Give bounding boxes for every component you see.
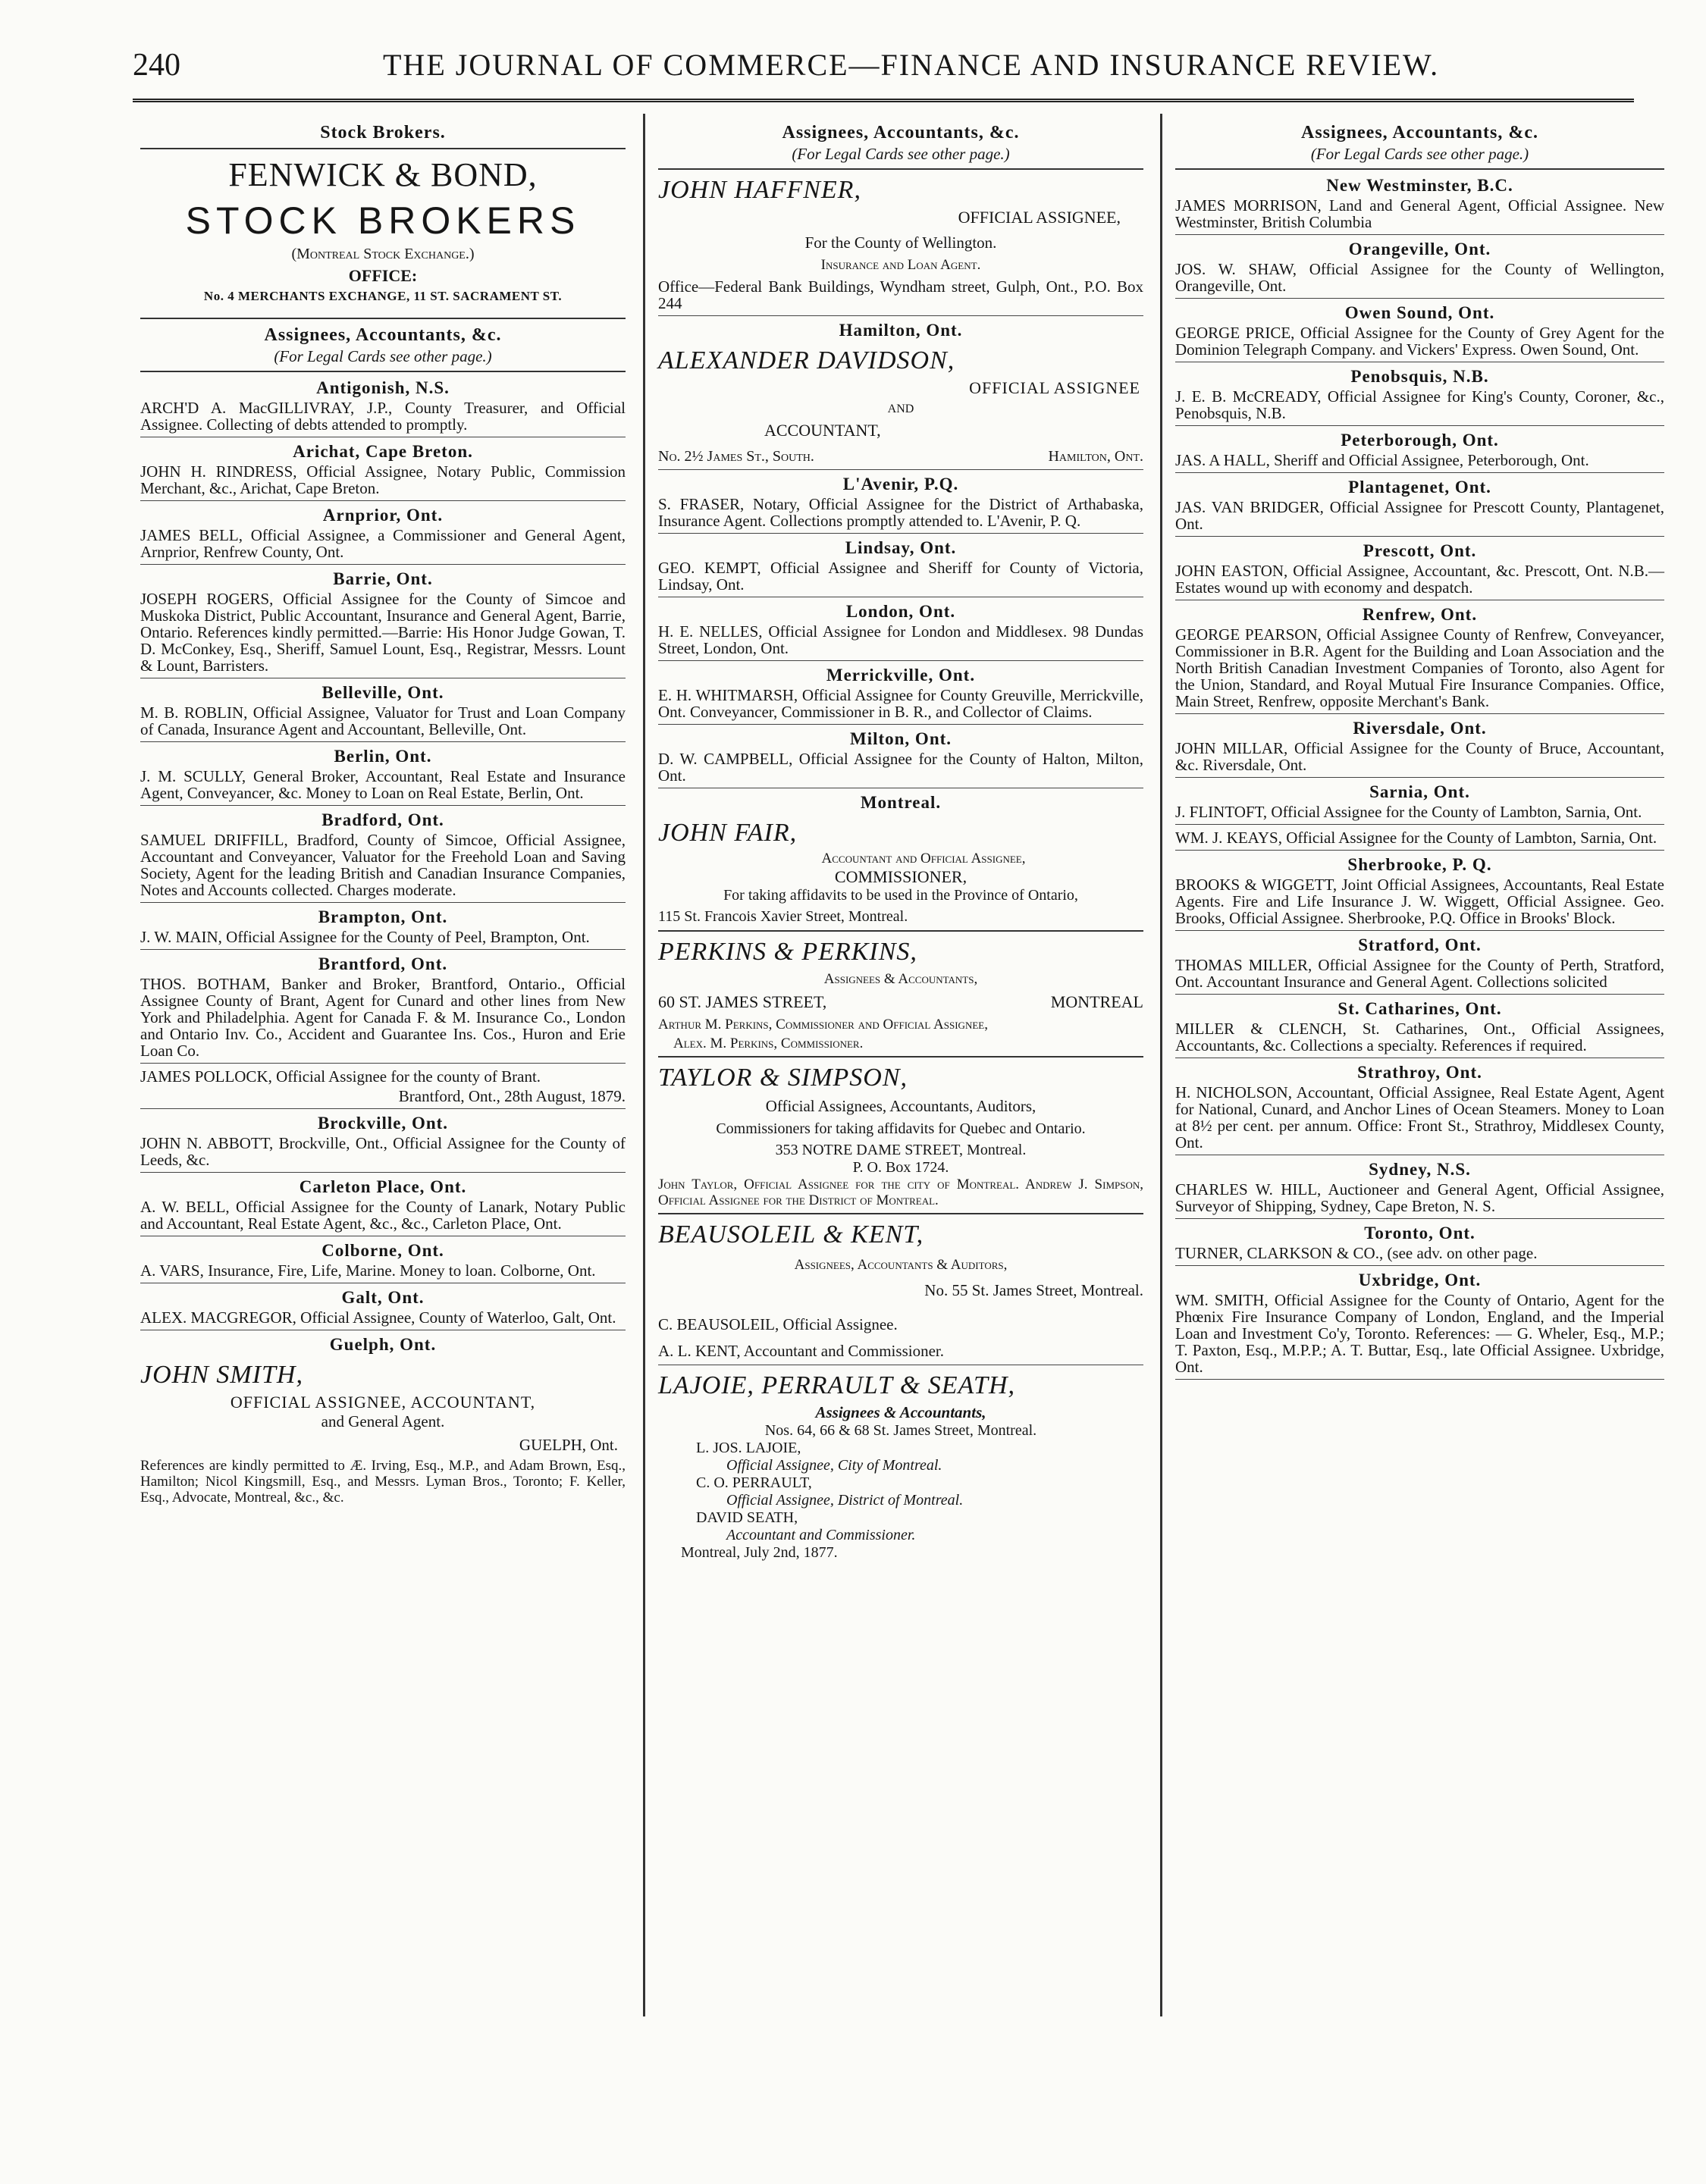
town-heading: London, Ont.	[845, 602, 956, 621]
guelph-line1: OFFICIAL ASSIGNEE, ACCOUNTANT,	[230, 1393, 536, 1412]
divider	[658, 469, 1143, 470]
directory-entry: JAS. A HALL, Sheriff and Official Assignee, Peterborough, Ont.	[1175, 451, 1589, 469]
lajoie-line5: C. O. PERRAULT,	[696, 1474, 812, 1491]
directory-entry: WM. J. KEAYS, Official Assignee for the County of Lambton, Sarnia, Ont.	[1175, 829, 1657, 847]
directory-entry: JAMES POLLOCK, Official Assignee for the county of Brant.	[140, 1067, 541, 1086]
col3-heading: Assignees, Accountants, &c.	[1301, 123, 1538, 143]
directory-entry: JOHN H. RINDRESS, Official Assignee, Notary Public, Commission Merchant, &c., Arichat, Cape Breton.	[140, 462, 626, 497]
directory-entry: WM. SMITH, Official Assignee for the County of Ontario, Agent for the Phœnix Fire Insurance Company of London, England, and the Imperial Loan and Investment Co'y, Toronto. References: — G. Wheler, Esq., M.P.; T. Paxton, Esq., M.P.P.; A. T. Buttar, Esq., late Official Assignee. Uxbridge, Ont.	[1175, 1291, 1664, 1376]
divider	[658, 315, 1143, 316]
directory-entry: JAMES MORRISON, Land and General Agent, Official Assignee. New Westminster, British Columbia	[1175, 196, 1664, 231]
davidson-line2: AND	[887, 403, 914, 415]
divider	[1175, 1379, 1664, 1380]
directory-entry: THOMAS MILLER, Official Assignee for the County of Perth, Stratford, Ont. Accountant Insurance and General Agent. Collections solicited	[1175, 956, 1664, 991]
beausoleil-name: BEAUSOLEIL & KENT,	[658, 1220, 924, 1249]
lajoie-line7: DAVID SEATH,	[696, 1509, 798, 1526]
divider	[1175, 930, 1664, 931]
davidson-line3: ACCOUNTANT,	[764, 421, 881, 440]
town-heading: Montreal.	[860, 793, 942, 812]
town-heading: Orangeville, Ont.	[1348, 240, 1491, 259]
stock-brokers-heading: Stock Brokers.	[320, 123, 446, 143]
town-heading: Plantagenet, Ont.	[1348, 478, 1491, 497]
col3-entry-list	[1175, 176, 1664, 1380]
directory-entry: GEO. KEMPT, Official Assignee and Sheriff for County of Victoria, Lindsay, Ont.	[658, 559, 1143, 594]
haffner-line2: For the County of Wellington.	[804, 233, 997, 252]
divider	[1175, 536, 1664, 537]
town-heading: Belleville, Ont.	[321, 683, 444, 702]
divider	[140, 318, 626, 319]
town-heading: Antigonish, N.S.	[316, 378, 450, 397]
directory-entry: MILLER & CLENCH, St. Catharines, Ont., Official Assignees, Accountants, &c. Collections a specialty. References if required.	[1175, 1020, 1664, 1054]
town-heading: Toronto, Ont.	[1364, 1224, 1476, 1242]
town-heading: Carleton Place, Ont.	[299, 1177, 467, 1196]
directory-entry: J. M. SCULLY, General Broker, Accountant, Real Estate and Insurance Agent, Conveyancer, &c. Money to Loan on Real Estate, Berlin, Ont.	[140, 767, 626, 802]
town-heading: Uxbridge, Ont.	[1358, 1271, 1482, 1289]
divider	[140, 741, 626, 742]
entry-dateline: Brantford, Ont., 28th August, 1879.	[398, 1087, 626, 1105]
divider	[658, 1056, 1143, 1058]
divider	[140, 949, 626, 950]
assignees-heading: Assignees, Accountants, &c.	[264, 325, 502, 345]
col2-subheading: (For Legal Cards see other page.)	[792, 145, 1010, 163]
perkins-line5: Alex. M. Perkins, Commissioner.	[673, 1036, 864, 1051]
taylor-line3: 353 NOTRE DAME STREET, Montreal.	[775, 1142, 1027, 1158]
town-heading: Penobsquis, N.B.	[1350, 367, 1489, 386]
town-heading: Sherbrooke, P. Q.	[1347, 855, 1492, 874]
directory-entry: ARCH'D A. MacGILLIVRAY, J.P., County Treasurer, and Official Assignee. Collecting of debts attended to promptly.	[140, 399, 626, 434]
fair-line3: For taking affidavits to be used in the Province of Ontario,	[723, 887, 1078, 904]
perkins-line1: Assignees & Accountants,	[823, 971, 978, 987]
town-heading: Milton, Ont.	[849, 729, 952, 748]
directory-entry: J. FLINTOFT, Official Assignee for the County of Lambton, Sarnia, Ont.	[1175, 803, 1642, 821]
directory-entry: J. E. B. McCREADY, Official Assignee for King's County, Coroner, &c., Penobsquis, N.B.	[1175, 387, 1664, 422]
town-heading: Arichat, Cape Breton.	[293, 442, 473, 461]
town-heading: Peterborough, Ont.	[1341, 431, 1499, 450]
journal-title: THE JOURNAL OF COMMERCE—FINANCE AND INSURANCE REVIEW.	[383, 48, 1440, 82]
directory-entry: A. VARS, Insurance, Fire, Life, Marine. Money to loan. Colborne, Ont.	[140, 1261, 596, 1280]
haffner-line3: Insurance and Loan Agent.	[820, 257, 981, 273]
divider	[1175, 472, 1664, 473]
guelph-line3: GUELPH, Ont.	[519, 1436, 618, 1454]
directory-entry: JAS. VAN BRIDGER, Official Assignee for Prescott County, Plantagenet, Ont.	[1175, 498, 1664, 533]
davidson-name: ALEXANDER DAVIDSON,	[658, 346, 955, 374]
directory-entry: ALEX. MACGREGOR, Official Assignee, County of Waterloo, Galt, Ont.	[140, 1308, 616, 1327]
column-rule-2	[1160, 114, 1162, 2016]
lajoie-line9: Montreal, July 2nd, 1877.	[681, 1544, 838, 1561]
divider	[658, 724, 1143, 725]
page-header	[133, 47, 1634, 92]
town-heading: Hamilton, Ont.	[839, 321, 963, 340]
divider	[658, 533, 1143, 534]
lajoie-line4: Official Assignee, City of Montreal.	[726, 1457, 942, 1474]
town-heading: Barrie, Ont.	[333, 569, 433, 588]
town-heading: Berlin, Ont.	[334, 747, 432, 766]
town-heading: Stratford, Ont.	[1358, 935, 1482, 954]
fair-line1: Accountant and Official Assignee,	[821, 851, 1026, 866]
divider	[1175, 1218, 1664, 1219]
directory-entry: GEORGE PEARSON, Official Assignee County of Renfrew, Conveyancer, Commissioner in B.R. Agent for the Building and Loan Association and the North British Canadian Investment Companies of Toronto, also Agent for the Union, Standard, and Royal Mutual Fire Insurance Companies. Office, Main Street, Renfrew, opposite Merchant's Bank.	[1175, 625, 1664, 710]
haffner-line4: Office—Federal Bank Buildings, Wyndham street, Gulph, Ont., P.O. Box 244	[658, 277, 1143, 312]
guelph-line2: and General Agent.	[321, 1412, 445, 1430]
assignees-subheading: (For Legal Cards see other page.)	[274, 347, 492, 365]
directory-entry: BROOKS & WIGGETT, Joint Official Assignees, Accountants, Real Estate Agents. Fire and Life Insurance J. W. Wiggett, Official Assignee. Geo. Brooks, Official Assignee. Sherbrooke, P.Q. Office in Brooks' Block.	[1175, 876, 1664, 927]
taylor-line5: John Taylor, Official Assignee for the city of Montreal. Andrew J. Simpson, Official Assignee for the District of Montreal.	[658, 1177, 1143, 1208]
divider	[140, 1063, 626, 1064]
taylor-name: TAYLOR & SIMPSON,	[658, 1064, 908, 1092]
directory-entry: JOHN MILLAR, Official Assignee for the County of Bruce, Accountant, &c. Riversdale, Ont.	[1175, 739, 1664, 774]
divider	[1175, 713, 1664, 714]
directory-entry: M. B. ROBLIN, Official Assignee, Valuator for Trust and Loan Company of Canada, Insurance Agent and Accountant, Belleville, Ont.	[140, 703, 626, 738]
town-heading: Renfrew, Ont.	[1362, 605, 1478, 624]
divider	[140, 805, 626, 806]
perkins-line2: 60 ST. JAMES STREET,	[658, 992, 827, 1011]
directory-entry: E. H. WHITMARSH, Official Assignee for County Greuville, Merrickville, Ont. Conveyancer, Commissioner in B. R., and Collector of Claims.	[658, 686, 1143, 721]
town-heading: Brampton, Ont.	[318, 907, 448, 926]
town-heading: Galt, Ont.	[341, 1288, 425, 1307]
column-1	[140, 120, 626, 1509]
beausoleil-line4: A. L. KENT, Accountant and Commissioner.	[658, 1342, 944, 1360]
divider	[140, 148, 626, 149]
directory-entry: D. W. CAMPBELL, Official Assignee for the County of Halton, Milton, Ont.	[658, 750, 1143, 785]
fair-name: JOHN FAIR,	[658, 819, 798, 847]
davidson-address	[658, 448, 1143, 465]
divider	[1175, 234, 1664, 235]
divider	[658, 660, 1143, 661]
lajoie-line2: Nos. 64, 66 & 68 St. James Street, Montreal.	[764, 1422, 1037, 1439]
divider	[1175, 777, 1664, 778]
divider	[1175, 168, 1664, 170]
haffner-name: JOHN HAFFNER,	[658, 176, 861, 204]
col2-entry-list	[658, 475, 1143, 788]
davidson-line1: OFFICIAL ASSIGNEE	[969, 378, 1140, 397]
directory-entry: TURNER, CLARKSON & CO., (see adv. on other page.	[1175, 1244, 1538, 1262]
lajoie-line1: Assignees & Accountants,	[815, 1403, 986, 1421]
divider	[658, 930, 1143, 932]
directory-entry: JOHN N. ABBOTT, Brockville, Ont., Official Assignee for the County of Leeds, &c.	[140, 1134, 626, 1169]
divider	[140, 902, 626, 903]
divider	[1175, 850, 1664, 851]
divider	[140, 564, 626, 565]
town-heading: Sarnia, Ont.	[1369, 782, 1470, 801]
davidson-line4: No. 2½ James St., South.	[658, 448, 814, 465]
fenwick-line4: OFFICE:	[348, 266, 418, 285]
divider	[1175, 425, 1664, 426]
column-2	[658, 120, 1143, 1562]
perkins-line3: MONTREAL	[1050, 992, 1143, 1011]
directory-entry: CHARLES W. HILL, Auctioneer and General Agent, Official Assignee, Surveyor of Shipping, Sydney, Cape Breton, N. S.	[1175, 1180, 1664, 1215]
divider	[1175, 298, 1664, 299]
town-heading: Lindsay, Ont.	[845, 538, 957, 557]
directory-entry: H. NICHOLSON, Accountant, Official Assignee, Real Estate Agent, Agent for National, Cunard, and Anchor Lines of Ocean Steamers. Money to Loan at 8½ per cent. per annum. Office: Front St., Strathroy, Middlesex County, Ont.	[1175, 1083, 1664, 1152]
fenwick-line2: STOCK BROKERS	[185, 199, 581, 242]
lajoie-name: LAJOIE, PERRAULT & SEATH,	[658, 1371, 1016, 1399]
fenwick-line3: (Montreal Stock Exchange.)	[291, 246, 475, 262]
divider	[140, 371, 626, 372]
town-heading: Arnprior, Ont.	[322, 506, 444, 525]
town-heading: St. Catharines, Ont.	[1338, 999, 1502, 1018]
taylor-line1: Official Assignees, Accountants, Auditors,	[765, 1097, 1036, 1115]
divider	[140, 1172, 626, 1173]
col1-entry-list	[140, 378, 626, 1330]
perkins-line4: Arthur M. Perkins, Commissioner and Official Assignee,	[658, 1017, 988, 1032]
town-heading: Prescott, Ont.	[1363, 541, 1477, 560]
directory-entry: A. W. BELL, Official Assignee for the County of Lanark, Notary Public and Accountant, Real Estate Agent, &c., &c., Carleton Place, Ont.	[140, 1198, 626, 1233]
town-heading: Owen Sound, Ont.	[1344, 303, 1495, 322]
beausoleil-line3: C. BEAUSOLEIL, Official Assignee.	[658, 1315, 898, 1333]
lajoie-line6: Official Assignee, District of Montreal.	[726, 1492, 964, 1509]
directory-entry: JAMES BELL, Official Assignee, a Commissioner and General Agent, Arnprior, Renfrew County, Ont.	[140, 526, 626, 561]
fair-line2: COMMISSIONER,	[834, 867, 967, 886]
beausoleil-line1: Assignees, Accountants & Auditors,	[794, 1257, 1008, 1273]
directory-entry: THOS. BOTHAM, Banker and Broker, Brantford, Ontario., Official Assignee County of Brant, Agent for Cunard and other lines from New York and Philadelphia. Agent for Canada F. & M. Insurance Co., London and Ontario Inv. Co., Accident and Guarantee Ins. Cos., Huron and Erie Loan Co.	[140, 975, 626, 1060]
perkins-address	[658, 992, 1143, 1012]
town-heading: Strathroy, Ont.	[1357, 1063, 1482, 1082]
column-rule-1	[643, 114, 645, 2016]
town-heading: Brantford, Ont.	[318, 954, 448, 973]
directory-entry: GEORGE PRICE, Official Assignee for the County of Grey Agent for the Dominion Telegraph Company. and Vickers' Express. Owen Sound, Ont.	[1175, 324, 1664, 359]
beausoleil-line2: No. 55 St. James Street, Montreal.	[924, 1281, 1143, 1299]
page-number: 240	[133, 48, 180, 83]
town-heading: Brockville, Ont.	[317, 1114, 449, 1133]
divider	[1175, 994, 1664, 995]
col3-subheading: (For Legal Cards see other page.)	[1310, 145, 1529, 163]
guelph-references: References are kindly permitted to Æ. Irving, Esq., M.P., and Adam Brown, Esq., Hamilton; Nicol Kingsmill, Esq., and Messrs. Lyman Bros., Toronto; F. Keller, Esq., Advocate, Montreal, &c., &c.	[140, 1458, 626, 1506]
town-heading: Merrickville, Ont.	[826, 666, 976, 685]
fair-line4: 115 St. Francois Xavier Street, Montreal.	[658, 908, 908, 925]
town-heading: Bradford, Ont.	[321, 810, 444, 829]
town-heading: Colborne, Ont.	[321, 1241, 444, 1260]
perkins-name: PERKINS & PERKINS,	[658, 938, 917, 966]
directory-entry: S. FRASER, Notary, Official Assignee for the District of Arthabaska, Insurance Agent. Collections promptly attended to. L'Avenir, P. Q.	[658, 495, 1143, 530]
town-heading: Sydney, N.S.	[1369, 1160, 1471, 1179]
town-heading: New Westminster, B.C.	[1326, 176, 1513, 195]
taylor-line4: P. O. Box 1724.	[852, 1159, 949, 1176]
divider	[1175, 824, 1664, 825]
lajoie-line3: L. JOS. LAJOIE,	[696, 1440, 801, 1456]
divider	[1175, 1265, 1664, 1266]
directory-entry: JOHN EASTON, Official Assignee, Accountant, &c. Prescott, Ont. N.B.—Estates wound up with economy and despatch.	[1175, 562, 1664, 597]
directory-entry: J. W. MAIN, Official Assignee for the County of Peel, Brampton, Ont.	[140, 928, 590, 946]
town-heading: Guelph, Ont.	[329, 1335, 437, 1354]
divider	[658, 168, 1143, 170]
col2-heading: Assignees, Accountants, &c.	[782, 123, 1020, 143]
fenwick-name: FENWICK & BOND,	[228, 156, 538, 193]
guelph-name: JOHN SMITH,	[140, 1361, 303, 1389]
divider	[140, 1108, 626, 1109]
fenwick-line5: No. 4 MERCHANTS EXCHANGE, 11 ST. SACRAMENT ST.	[203, 289, 563, 303]
town-heading: Riversdale, Ont.	[1353, 719, 1487, 738]
taylor-line2: Commissioners for taking affidavits for Quebec and Ontario.	[716, 1120, 1086, 1137]
directory-entry: JOSEPH ROGERS, Official Assignee for the County of Simcoe and Muskoka District, Public Accountant, Insurance and General Agent, Barrie, Ontario. References kindly permitted.—Barrie: His Honor Judge Gowan, T. D. McConkey, Esq., Sheriff, Samuel Lount, Esq., Registrar, Messrs. Lount & Lount, Barristers.	[140, 590, 626, 675]
header-rule	[133, 99, 1634, 105]
town-heading: L'Avenir, P.Q.	[842, 475, 959, 494]
davidson-line5: Hamilton, Ont.	[1048, 448, 1143, 465]
column-3	[1175, 120, 1664, 1384]
divider	[658, 1213, 1143, 1214]
directory-entry: JOS. W. SHAW, Official Assignee for the County of Wellington, Orangeville, Ont.	[1175, 260, 1664, 295]
haffner-line1: OFFICIAL ASSIGNEE,	[958, 208, 1121, 227]
directory-entry: H. E. NELLES, Official Assignee for London and Middlesex. 98 Dundas Street, London, Ont.	[658, 622, 1143, 657]
lajoie-line8: Accountant and Commissioner.	[726, 1527, 916, 1543]
divider	[140, 500, 626, 501]
directory-entry: SAMUEL DRIFFILL, Bradford, County of Simcoe, Official Assignee, Accountant and Conveyancer, Valuator for the Freehold Loan and Saving Society, Agent for the leading British and Canadian Insurance Companies, Notes and Accounts collected. Charges moderate.	[140, 831, 626, 899]
